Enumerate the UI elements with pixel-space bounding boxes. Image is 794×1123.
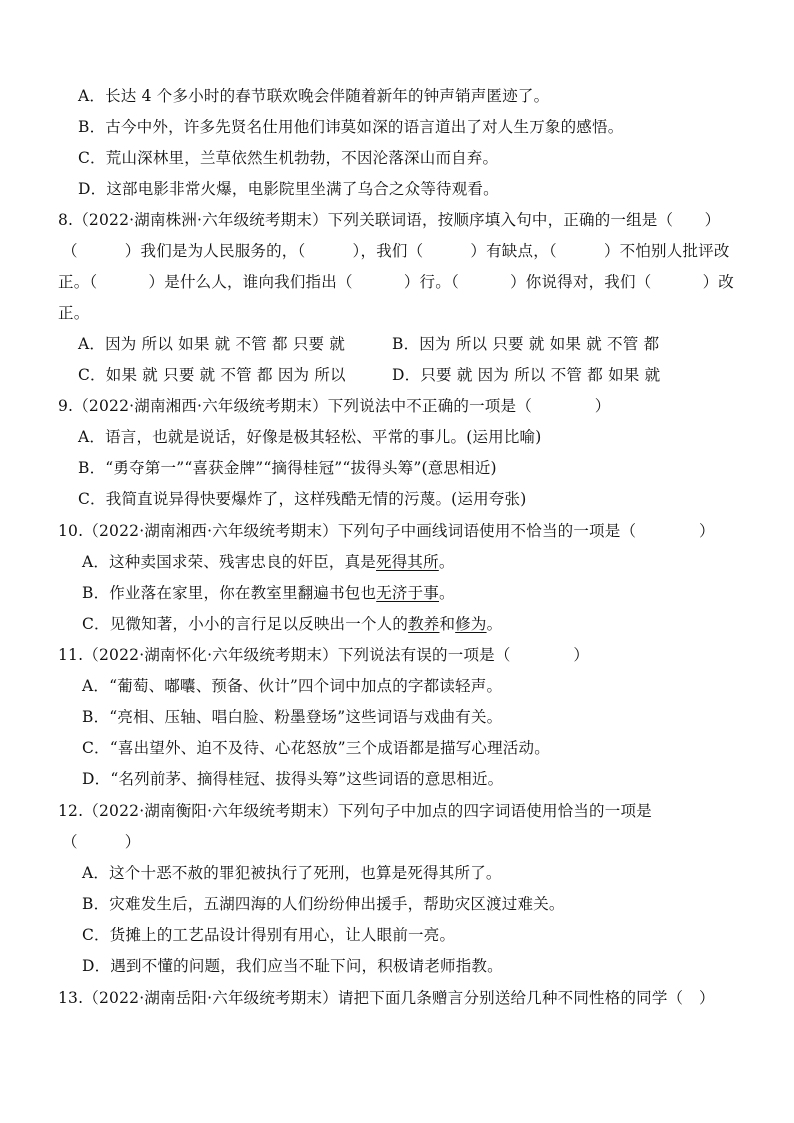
prev-option-c: C．荒山深林里，兰草依然生机勃勃，不因沦落深山而自弃。 [78,149,499,167]
q8-text-line-4: 正。 [58,304,90,322]
q11-option-c: C．“喜出望外、迫不及待、心花怒放”三个成语都是描写心理活动。 [82,739,550,757]
q13-stem: 13.（2022·湖南岳阳·六年级统考期末）请把下面几条赠言分别送给几种不同性格的同学（ ） [58,989,715,1007]
q8-text-line-2: （ ）我们是为人民服务的，（ ），我们（ ）有缺点，（ ）不怕别人批评改 [62,242,730,260]
q8-text-line-3: 正。（ ）是什么人，谁向我们指出（ ）行。（ ）你说得对，我们（ ）改 [58,273,734,291]
underlined-word: 无济于事 [376,584,440,602]
q9-option-c: C．我简直说异得快要爆炸了，这样残酷无情的污蔑。(运用夸张) [78,490,527,508]
q10-stem: 10.（2022·湖南湘西·六年级统考期末）下列句子中画线词语使用不恰当的一项是（ ） [58,522,715,540]
q8-option-a: A．因为 所以 如果 就 不管 都 只要 就 [78,335,346,353]
underlined-word: 死得其所 [376,553,439,571]
q12-option-a: A．这个十恶不赦的罪犯被执行了死刑，也算是死得其所了。 [82,864,502,882]
q8-option-b: B．因为 所以 只要 就 如果 就 不管 都 [392,335,660,353]
q11-stem: 11.（2022·湖南怀化·六年级统考期末）下列说法有误的一项是（ ） [58,646,590,664]
q8-option-d: D．只要 就 因为 所以 不管 都 如果 就 [392,366,661,384]
q10-option-b: B．作业落在家里，你在教室里翻遍书包也无济于事。 [82,584,455,602]
q9-option-a: A．语言，也就是说话，好像是极其轻松、平常的事儿。(运用比喻) [78,428,542,446]
q10-option-a: A．这种卖国求荣、残害忠良的奸臣，真是死得其所。 [82,553,455,571]
underlined-word: 修为 [455,615,487,633]
underlined-word: 教养 [408,615,440,633]
q11-option-d: D．“名列前茅、摘得桂冠、拔得头筹”这些词语的意思相近。 [82,770,504,788]
q12-option-b: B．灾难发生后，五湖四海的人们纷纷伸出援手，帮助灾区渡过难关。 [82,895,565,913]
q9-option-b: B．“勇夺第一”“喜获金牌”“摘得桂冠”“拔得头筹”(意思相近) [78,459,497,477]
prev-option-b: B．古今中外，许多先贤名仕用他们讳莫如深的语言道出了对人生万象的感悟。 [78,118,624,136]
q8-stem: 8.（2022·湖南株洲·六年级统考期末）下列关联词语，按顺序填入句中，正确的一组是（ ） [58,211,721,229]
prev-option-d: D．这部电影非常火爆，电影院里坐满了乌合之众等待观看。 [78,180,499,198]
q12-option-c: C．货摊上的工艺品设计得别有用心，让人眼前一亮。 [82,926,456,944]
q12-answer-paren: （ ） [62,833,141,851]
q11-option-b: B．“亮相、压轴、唱白脸、粉墨登场”这些词语与戏曲有关。 [82,708,503,726]
q8-option-c: C．如果 就 只要 就 不管 都 因为 所以 [78,366,346,384]
prev-option-a: A．长达 4 个多小时的春节联欢晚会伴随着新年的钟声销声匿迹了。 [78,87,550,105]
q12-stem: 12.（2022·湖南衡阳·六年级统考期末）下列句子中加点的四字词语使用恰当的一项是 [58,802,652,820]
q12-option-d: D．遇到不懂的问题，我们应当不耻下问，积极请老师指教。 [82,957,503,975]
q10-option-c: C．见微知著，小小的言行足以反映出一个人的教养和修为。 [82,615,503,633]
q9-stem: 9.（2022·湖南湘西·六年级统考期末）下列说法中不正确的一项是（ ） [58,397,611,415]
q11-option-a: A．“葡萄、嘟囔、预备、伙计”四个词中加点的字都读轻声。 [82,677,503,695]
